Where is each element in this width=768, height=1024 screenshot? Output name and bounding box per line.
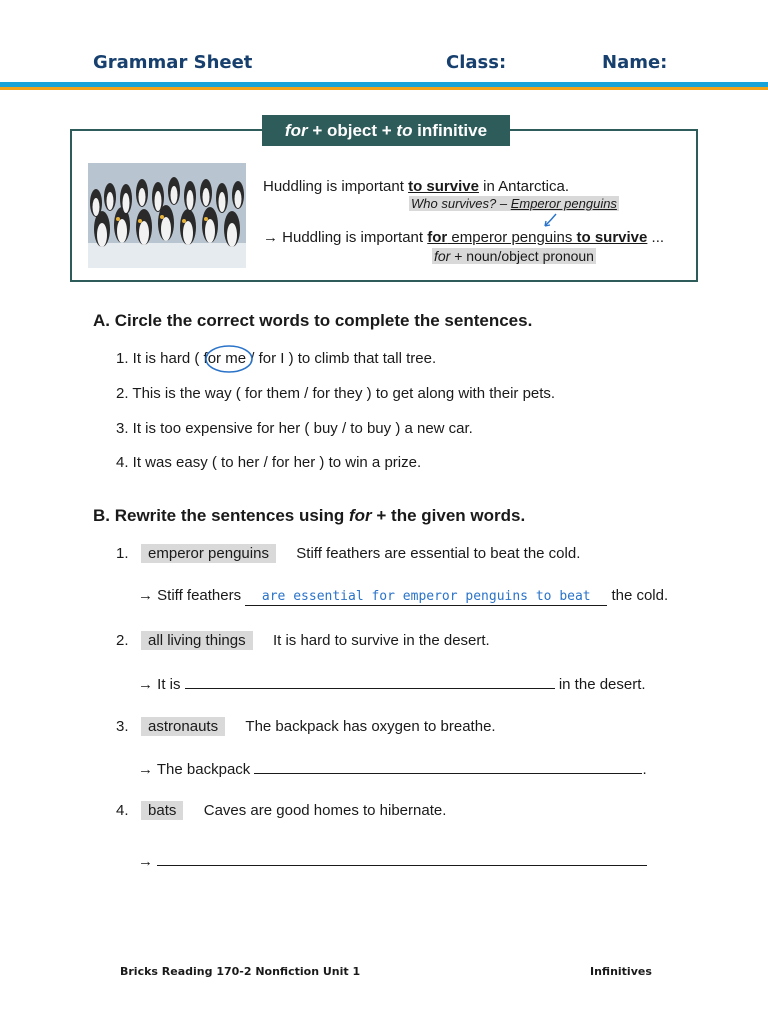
footer-source: Bricks Reading 170-2 Nonfiction Unit 1 xyxy=(120,965,361,978)
rewrite-line-2[interactable] xyxy=(138,674,646,693)
section-a-item-3 xyxy=(116,420,473,437)
line2-infinitive: to survive xyxy=(576,229,648,246)
section-a-item-1 xyxy=(116,350,436,367)
section-b-heading xyxy=(93,506,525,526)
item-text: It was easy ( to her / for her ) to win a prize. xyxy=(128,454,422,471)
heading-post: + the given words. xyxy=(371,506,526,525)
rewrite-pre: → It is xyxy=(138,676,185,693)
note2-rest: + noun/object pronoun xyxy=(450,248,594,264)
answer-blank[interactable] xyxy=(157,851,647,866)
item-sentence: Caves are good homes to hibernate. xyxy=(203,802,447,819)
rewrite-pre: → xyxy=(138,853,158,870)
section-b-item-3 xyxy=(116,717,496,736)
sheet-title: Grammar Sheet xyxy=(93,52,253,73)
name-label: Name: xyxy=(602,52,668,73)
line2-pre: → Huddling is important xyxy=(263,229,428,246)
grammar-box-title xyxy=(262,115,510,146)
item-number: 1. xyxy=(116,545,129,562)
item-text: It is too expensive for her ( buy / to buy ) a new car. xyxy=(128,420,473,437)
given-word-chip: all living things xyxy=(141,631,253,650)
item-sentence: The backpack has oxygen to breathe. xyxy=(245,718,496,735)
penguins-illustration xyxy=(88,163,246,268)
item-sentence: Stiff feathers are essential to beat the cold. xyxy=(296,545,581,562)
line2-post: ... xyxy=(647,229,665,246)
section-a-item-4 xyxy=(116,454,421,471)
item-text: This is the way ( for them / for they ) to get along with their pets. xyxy=(128,385,556,402)
heading-for: for xyxy=(349,506,372,525)
section-a-heading: A. Circle the correct words to complete the sentences. xyxy=(93,311,533,330)
rewrite-post: in the desert. xyxy=(554,676,646,693)
rewrite-line-3[interactable] xyxy=(138,759,647,778)
note-who-survives xyxy=(409,196,619,211)
section-b-item-4 xyxy=(116,801,446,820)
title-to: to xyxy=(396,121,413,140)
footer-topic: Infinitives xyxy=(590,965,652,978)
line1-pre: Huddling is important xyxy=(263,178,409,195)
item-number: 4. xyxy=(116,454,129,471)
rewrite-line-1[interactable] xyxy=(138,587,668,606)
title-for: for xyxy=(284,121,308,140)
item-number: 4. xyxy=(116,802,129,819)
rewrite-line-4[interactable] xyxy=(138,851,647,870)
given-word-chip: bats xyxy=(141,801,183,820)
circled-answer: for me xyxy=(203,350,247,367)
given-word-chip: astronauts xyxy=(141,717,225,736)
example-sentence-2 xyxy=(263,229,664,246)
rewrite-pre: → Stiff feathers xyxy=(138,587,246,604)
rewrite-pre: → The backpack xyxy=(138,761,255,778)
handwritten-answer: are essential for emperor penguins to beat xyxy=(261,589,591,604)
note1-answer: Emperor penguins xyxy=(510,196,617,211)
rewrite-post: the cold. xyxy=(607,587,669,604)
item-1-post: / for I ) to climb that tall tree. xyxy=(246,350,437,367)
section-b-item-1 xyxy=(116,544,580,563)
line2-object: emperor penguins xyxy=(447,229,577,246)
penguins-photo xyxy=(88,163,246,268)
arrow-pointer-icon xyxy=(541,213,559,229)
answer-blank[interactable] xyxy=(185,674,555,689)
item-number: 3. xyxy=(116,718,129,735)
note-for-noun xyxy=(432,248,596,264)
item-number: 2. xyxy=(116,385,129,402)
answer-blank[interactable] xyxy=(245,588,607,606)
line2-for: for xyxy=(427,229,448,246)
rewrite-post: . xyxy=(642,761,647,778)
heading-pre: B. Rewrite the sentences using xyxy=(93,506,350,525)
class-label: Class: xyxy=(446,52,507,73)
example-sentence-1 xyxy=(263,178,569,195)
given-word-chip: emperor penguins xyxy=(141,544,276,563)
line1-post: in Antarctica. xyxy=(478,178,569,195)
title-end: infinitive xyxy=(412,121,488,140)
item-number: 1. xyxy=(116,350,129,367)
section-b-item-2 xyxy=(116,631,490,650)
item-sentence: It is hard to survive in the desert. xyxy=(272,632,490,649)
header-rule-orange xyxy=(0,87,768,90)
note2-for: for xyxy=(434,248,451,264)
answer-circle-mark xyxy=(201,343,257,375)
item-1-pre: It is hard ( xyxy=(128,350,204,367)
section-a-item-2 xyxy=(116,385,555,402)
line1-infinitive: to survive xyxy=(408,178,479,195)
title-mid: + object + xyxy=(307,121,397,140)
note1-pre: Who survives? – xyxy=(411,196,511,211)
answer-blank[interactable] xyxy=(254,759,642,774)
item-number: 3. xyxy=(116,420,129,437)
item-number: 2. xyxy=(116,632,129,649)
